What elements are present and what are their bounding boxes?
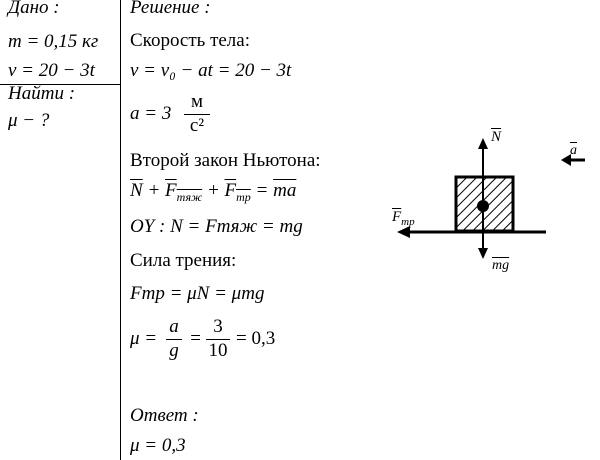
mu-frac1-num: a [169,316,179,337]
velocity-label: Скорость тела: [130,30,250,51]
solution-header: Решение : [130,0,211,18]
friction-label: Сила трения: [130,250,237,271]
find-header: Найти : [8,83,76,104]
find-value: μ − ? [8,110,50,131]
mu-eq-sign: = [189,328,202,349]
acceleration-lhs: a = 3 [130,103,172,124]
accel-unit-num: м [190,91,204,112]
given-header: Дано : [8,0,60,18]
label-N: $\overline{N}$ [491,129,502,145]
newton-label: Второй закон Ньютона: [130,150,321,171]
mu-frac2-den: 10 [208,340,228,361]
velocity-equation: v = v₀ − at = 20 − 3t [130,60,292,81]
accel-unit-den: с² [189,115,205,136]
label-F-friction: $\overline{F}_{тр}$ [392,209,415,228]
mu-lhs: μ = [130,328,158,349]
given-mass: m = 0,15 кг [8,31,99,52]
friction-equation: Fтр = μN = μmg [130,283,265,304]
label-mg: $\overline{mg}$ [492,258,510,273]
mu-result: = 0,3 [236,328,276,349]
given-velocity: v = 20 − 3t [8,60,95,81]
answer-value: μ = 0,3 [130,435,186,456]
mu-frac1-den: g [169,340,179,361]
label-a: $\overline{a}$ [570,143,577,158]
answer-header: Ответ : [130,405,199,426]
normal-force-head [478,138,488,149]
gravity-head [478,248,488,259]
projection-equation: OY : N = Fтяж = mg [130,216,303,237]
center-dot [477,200,489,212]
newton-vector-equation: $\overline{N} + F_{тяж} + F_{тр} = \overline{ma}$ [130,180,297,204]
mu-frac2-num: 3 [213,316,223,337]
